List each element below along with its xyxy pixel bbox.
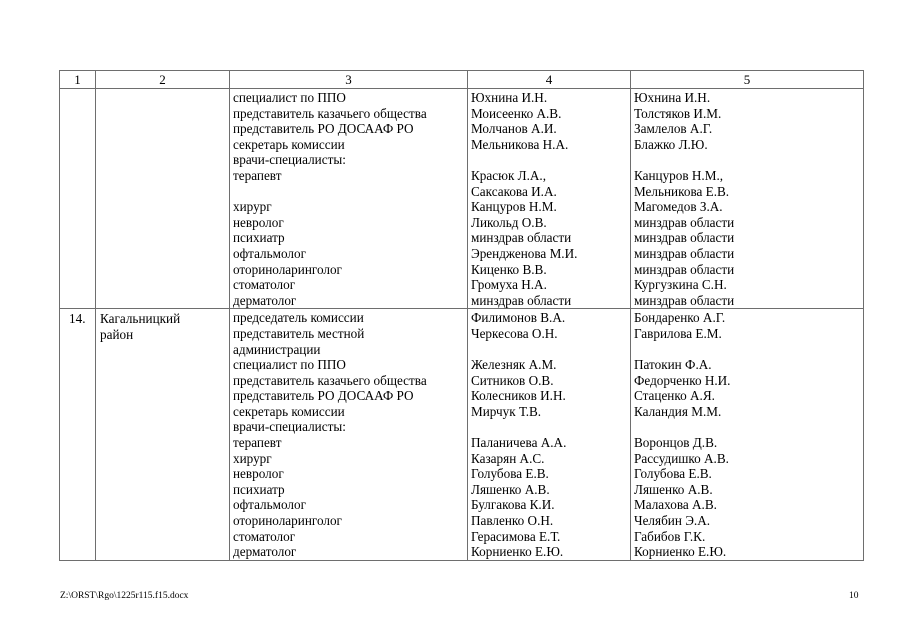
list-item: Габибов Г.К. — [634, 528, 706, 544]
list-item: Замлелов А.Г. — [634, 121, 713, 137]
list-item: Гаврилова Е.М. — [634, 325, 722, 341]
column-header-2: 2 — [96, 71, 230, 89]
list-item: Громуха Н.А. — [471, 277, 547, 293]
list-item: Стаценко А.Я. — [634, 388, 715, 404]
list-item: Ляшенко А.В. — [634, 481, 713, 497]
list-item: минздрав области — [471, 292, 572, 308]
list-item — [233, 184, 464, 200]
list-item: стоматолог — [233, 528, 296, 544]
list-item: Павленко О.Н. — [471, 513, 554, 529]
list-item: стоматолог — [233, 277, 296, 293]
column-header-5: 5 — [631, 71, 864, 89]
list-item: минздрав области — [634, 245, 735, 261]
list-item: хирург — [233, 199, 272, 215]
table-row — [60, 309, 864, 561]
list-item: Мельникова Е.В. — [634, 183, 730, 199]
list-item: Филимонов В.А. — [471, 310, 566, 326]
list-item — [634, 342, 860, 358]
list-item: Ликольд О.В. — [471, 214, 547, 230]
list-item — [471, 152, 627, 168]
row-number-cell — [60, 309, 96, 561]
list-item: специалист по ППО — [233, 357, 346, 373]
list-item — [471, 342, 627, 358]
members-list — [468, 309, 630, 560]
list-item: Голубова Е.В. — [471, 466, 549, 482]
list-item: психиатр — [233, 230, 285, 246]
list-item: Герасимова Е.Т. — [471, 528, 561, 544]
list-item: минздрав области — [634, 214, 735, 230]
list-item: минздрав области — [634, 230, 735, 246]
list-item: минздрав области — [471, 230, 572, 246]
list-item: Молчанов А.И. — [471, 121, 557, 137]
table-header-row — [60, 71, 864, 89]
list-item: представитель РО ДОСААФ РО — [233, 121, 414, 137]
list-item: Саксакова И.А. — [471, 183, 557, 199]
list-item: Бондаренко А.Г. — [634, 310, 726, 326]
list-item: Черкесова О.Н. — [471, 325, 558, 341]
column-header-4: 4 — [468, 71, 631, 89]
list-item: офтальмолог — [233, 245, 306, 261]
list-item: невролог — [233, 466, 284, 482]
commission-table — [59, 70, 864, 561]
list-item: хирург — [233, 450, 272, 466]
column-header-3: 3 — [230, 71, 468, 89]
list-item: Ляшенко А.В. — [471, 481, 550, 497]
list-item — [634, 152, 860, 168]
list-item: Юхнина И.Н. — [471, 90, 548, 105]
roles-cell — [230, 309, 468, 561]
list-item: Паланичева А.А. — [471, 435, 567, 451]
row-number — [60, 89, 95, 91]
reserves-list — [631, 309, 863, 560]
list-item: Юхнина И.Н. — [634, 90, 711, 105]
list-item: представитель местной — [233, 325, 365, 341]
district-name — [96, 309, 229, 342]
list-item: оториноларинголог — [233, 513, 342, 529]
list-item: врачи-специалисты: — [233, 419, 346, 435]
list-item — [471, 419, 627, 435]
list-item: Колесников И.Н. — [471, 388, 566, 404]
list-item: представитель казачьего общества — [233, 372, 427, 388]
list-item: Канцуров Н.М. — [471, 199, 557, 215]
list-item: представитель казачьего общества — [233, 105, 427, 121]
list-item: Канцуров Н.М., — [634, 167, 724, 183]
list-item: Булгакова К.И. — [471, 497, 555, 513]
footer-page-number: 10 — [849, 591, 859, 601]
district-name — [96, 89, 229, 91]
footer-file-path: Z:\ORST\Rgo\1225r115.f15.docx — [60, 591, 189, 601]
members-cell — [468, 89, 631, 309]
list-item: Рассудишко А.В. — [634, 450, 729, 466]
list-item: офтальмолог — [233, 497, 306, 513]
list-item: Железняк А.М. — [471, 357, 557, 373]
roles-cell — [230, 89, 468, 309]
list-item: секретарь комиссии — [233, 136, 345, 152]
list-item: Корниенко Е.Ю. — [471, 544, 564, 560]
list-item: психиатр — [233, 481, 285, 497]
list-item: специалист по ППО — [233, 90, 346, 105]
list-item: врачи-специалисты: — [233, 152, 346, 168]
list-item: оториноларинголог — [233, 261, 342, 277]
list-item: Кагальницкий — [100, 311, 181, 327]
roles-list — [230, 89, 467, 308]
list-item: Казарян А.С. — [471, 450, 545, 466]
list-item: Кургузкина С.Н. — [634, 277, 727, 293]
list-item: Мельникова Н.А. — [471, 136, 569, 152]
list-item: Ситников О.В. — [471, 372, 554, 388]
list-item: Патокин Ф.А. — [634, 357, 712, 373]
list-item: администрации — [233, 341, 321, 357]
row-number-cell — [60, 89, 96, 309]
list-item — [634, 419, 860, 435]
list-item: секретарь комиссии — [233, 403, 345, 419]
members-cell — [468, 309, 631, 561]
list-item: Толстяков И.М. — [634, 105, 722, 121]
list-item: Воронцов Д.В. — [634, 435, 718, 451]
list-item: терапевт — [233, 435, 282, 451]
list-item: минздрав области — [634, 261, 735, 277]
list-item: представитель РО ДОСААФ РО — [233, 388, 414, 404]
members-list — [468, 89, 630, 308]
reserves-cell — [631, 89, 864, 309]
list-item: дерматолог — [233, 292, 297, 308]
row-number: 14. — [69, 311, 86, 327]
district-cell — [96, 89, 230, 309]
reserves-cell — [631, 309, 864, 561]
list-item: Блажко Л.Ю. — [634, 136, 708, 152]
list-item: Эрендженова М.И. — [471, 245, 578, 261]
list-item: терапевт — [233, 167, 282, 183]
list-item: Магомедов З.А. — [634, 199, 723, 215]
list-item: Мирчук Т.В. — [471, 403, 542, 419]
column-header-1: 1 — [60, 71, 96, 89]
list-item: Киценко В.В. — [471, 261, 547, 277]
list-item: Корниенко Е.Ю. — [634, 544, 727, 560]
list-item: район — [100, 326, 134, 342]
list-item: минздрав области — [634, 292, 735, 308]
list-item: Голубова Е.В. — [634, 466, 712, 482]
list-item: невролог — [233, 214, 284, 230]
list-item: Федорченко Н.И. — [634, 372, 731, 388]
list-item: Малахова А.В. — [634, 497, 717, 513]
list-item: Моисеенко А.В. — [471, 105, 562, 121]
list-item: Каландия М.М. — [634, 403, 722, 419]
list-item: Красюк Л.А., — [471, 167, 547, 183]
district-cell — [96, 309, 230, 561]
table-row — [60, 89, 864, 309]
reserves-list — [631, 89, 863, 308]
list-item: Челябин Э.А. — [634, 513, 711, 529]
roles-list — [230, 309, 467, 560]
list-item: дерматолог — [233, 544, 297, 560]
list-item: председатель комиссии — [233, 310, 364, 326]
